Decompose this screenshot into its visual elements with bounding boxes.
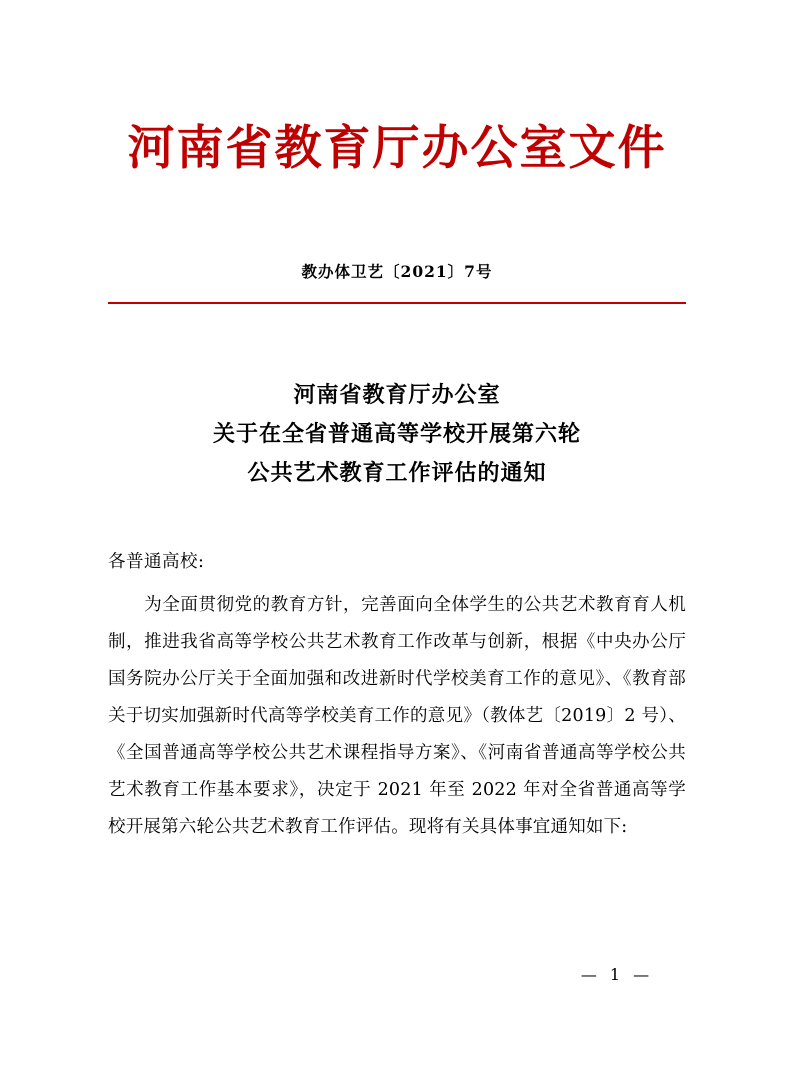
document-body-paragraph bbox=[108, 587, 686, 847]
document-salutation: 各普通高校: bbox=[108, 551, 205, 572]
document-number: 教办体卫艺〔2021〕7号 bbox=[301, 262, 493, 282]
document-title-line-1: 河南省教育厅办公室 bbox=[293, 382, 501, 409]
document-title bbox=[108, 376, 686, 493]
document-title-line-3: 公共艺术教育工作评估的通知 bbox=[247, 460, 547, 487]
page-number: — 1 — bbox=[580, 965, 654, 984]
document-header-title: 河南省教育厅办公室文件 bbox=[127, 121, 667, 176]
red-divider-rule bbox=[108, 302, 686, 304]
document-title-line-2: 关于在全省普通高等学校开展第六轮 bbox=[212, 421, 581, 448]
paragraph-text: 为全面贯彻党的教育方针，完善面向全体学生的公共艺术教育育人机制，推进我省高等学校公共艺术教育工作改革与创新，根据《中央办公厅国务院办公厅关于全面加强和改进新时代学校美育工作的意见》、《教育部关于切实加强新时代高等学校美育工作的意见》（教体艺〔2019〕2 号）、《全国普通高等学校公共艺术课程指导方案》、《河南省普通高等学校公共艺术教育工作基本要求》，决定于 2021 年至 2022 年对全省普通高等学校开展第六轮公共艺术教育工作评估。现将有关具体事宜通知如下: bbox=[108, 594, 686, 838]
